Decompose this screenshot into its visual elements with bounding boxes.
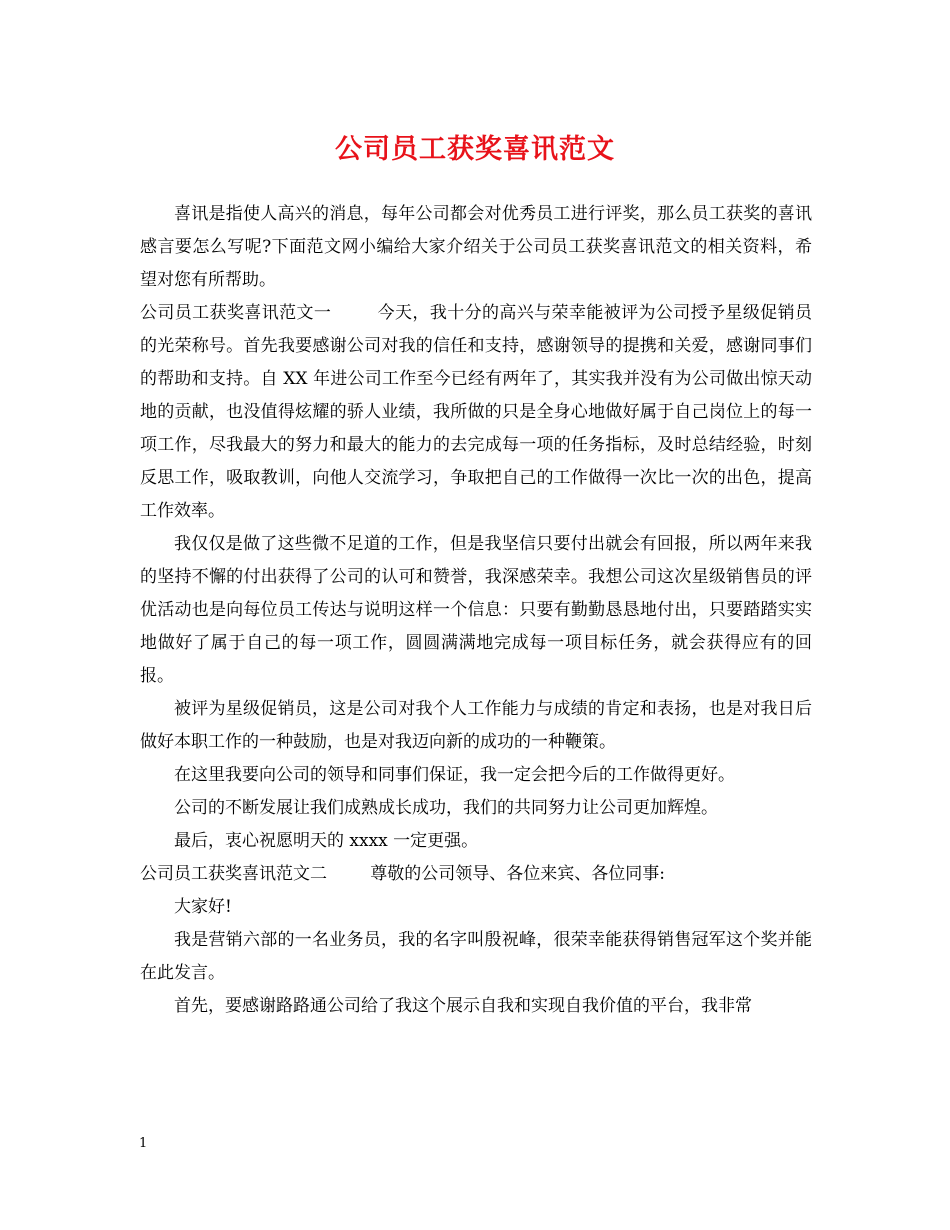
section2-paragraph: 大家好! (174, 897, 232, 917)
section1-heading: 公司员工获奖喜讯范文一 (140, 303, 332, 323)
section2-first-text: 尊敬的公司领导、各位来宾、各位同事: (370, 864, 665, 884)
section2-paragraph: 我是营销六部的一名业务员，我的名字叫殷祝峰，很荣幸能获得销售冠军这个奖并能在此发言。 (140, 930, 812, 983)
section2-heading: 公司员工获奖喜讯范文二 (140, 864, 327, 884)
document-body (140, 198, 812, 1023)
section1-first-paragraph (140, 297, 812, 528)
section1-paragraph: 公司的不断发展让我们成熟成长成功，我们的共同努力让公司更加辉煌。 (174, 798, 718, 818)
section1-paragraph: 最后，衷心祝愿明天的 xxxx 一定更强。 (174, 831, 479, 851)
section2-paragraph: 首先，要感谢路路通公司给了我这个展示自我和实现自我价值的平台，我非常 (174, 996, 752, 1016)
section1-paragraph: 我仅仅是做了这些微不足道的工作，但是我坚信只要付出就会有回报，所以两年来我的坚持不懈的付出获得了公司的认可和赞誉，我深感荣幸。我想公司这次星级销售员的评优活动也是向每位员工传达与说明这样一个信息：只要有勤勤恳恳地付出，只要踏踏实实地做好了属于自己的每一项工作，圆圆满满地完成每一项目标任务，就会获得应有的回报。 (140, 534, 812, 686)
document-title: 公司员工获奖喜讯范文 (335, 134, 615, 165)
page-number: 1 (139, 1136, 148, 1151)
section1-paragraph: 在这里我要向公司的领导和同事们保证，我一定会把今后的工作做得更好。 (174, 765, 735, 785)
section1-first-text: 今天，我十分的高兴与荣幸能被评为公司授予星级促销员的光荣称号。首先我要感谢公司对我的信任和支持，感谢领导的提携和关爱，感谢同事们的帮助和支持。自 XX 年进公司工作至今已经有两年了，其实我并没有为公司做出惊天动地的贡献，也没值得炫耀的骄人业绩，我所做的只是全身心地做好属于自己岗位上的每一项工作，尽我最大的努力和最大的能力的去完成每一项的任务指标，及时总结经验，时刻反思工作，吸取教训，向他人交流学习，争取把自己的工作做得一次比一次的出色，提高工作效率。 (140, 303, 813, 521)
section2-first-paragraph (140, 858, 812, 891)
section1-paragraph: 被评为星级促销员，这是公司对我个人工作能力与成绩的肯定和表扬，也是对我日后做好本职工作的一种鼓励，也是对我迈向新的成功的一种鞭策。 (140, 699, 812, 752)
intro-paragraph: 喜讯是指使人高兴的消息，每年公司都会对优秀员工进行评奖，那么员工获奖的喜讯感言要怎么写呢?下面范文网小编给大家介绍关于公司员工获奖喜讯范文的相关资料，希望对您有所帮助。 (140, 204, 812, 290)
